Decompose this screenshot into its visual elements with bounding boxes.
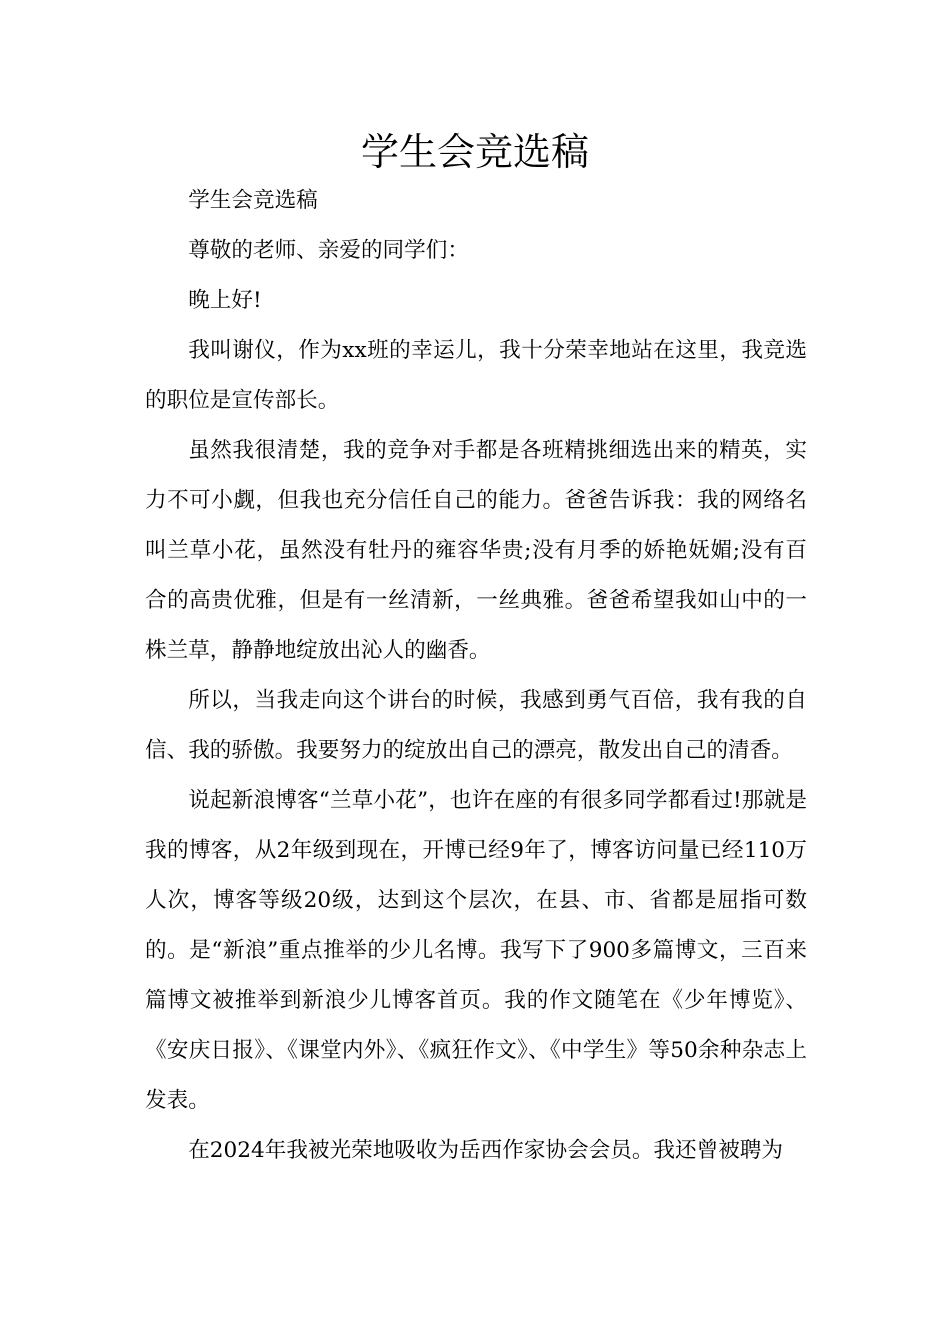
paragraph-confidence: 虽然我很清楚，我的竞争对手都是各班精挑细选出来的精英，实力不可小觑，但我也充分信任自己的能力。爸爸告诉我：我的网络名叫兰草小花，虽然没有牡丹的雍容华贵;没有月季的娇艳妩媚;没有百合的高贵优雅，但是有一丝清新，一丝典雅。爸爸希望我如山中的一株兰草，静静地绽放出沁人的幽香。 [145,438,807,663]
paragraph-heading: 学生会竞选稿 [188,188,318,213]
document-body [145,176,807,1176]
paragraph-association: 在2024年我被光荣地吸收为岳西作家协会会员。我还曾被聘为 [188,1138,783,1163]
paragraph-introduction: 我叫谢仪，作为xx班的幸运儿，我十分荣幸地站在这里，我竞选的职位是宣传部长。 [145,338,807,413]
paragraph-courage: 所以，当我走向这个讲台的时候，我感到勇气百倍，我有我的自信、我的骄傲。我要努力的绽放出自己的漂亮，散发出自己的清香。 [145,688,807,763]
paragraph-greeting: 晚上好! [188,288,262,313]
document-title: 学生会竞选稿 [360,130,589,174]
paragraph-salutation: 尊敬的老师、亲爱的同学们： [188,238,469,263]
paragraph-blog: 说起新浪博客“兰草小花”，也许在座的有很多同学都看过!那就是我的博客，从2年级到现在，开博已经9年了，博客访问量已经110万人次，博客等级20级，达到这个层次，在县、市、省都是屈指可数的。是“新浪”重点推举的少儿名博。我写下了900多篇博文，三百来篇博文被推举到新浪少儿博客首页。我的作文随笔在《少年博览》、《安庆日报》、《课堂内外》、《疯狂作文》、《中学生》等50余种杂志上发表。 [145,788,807,1113]
